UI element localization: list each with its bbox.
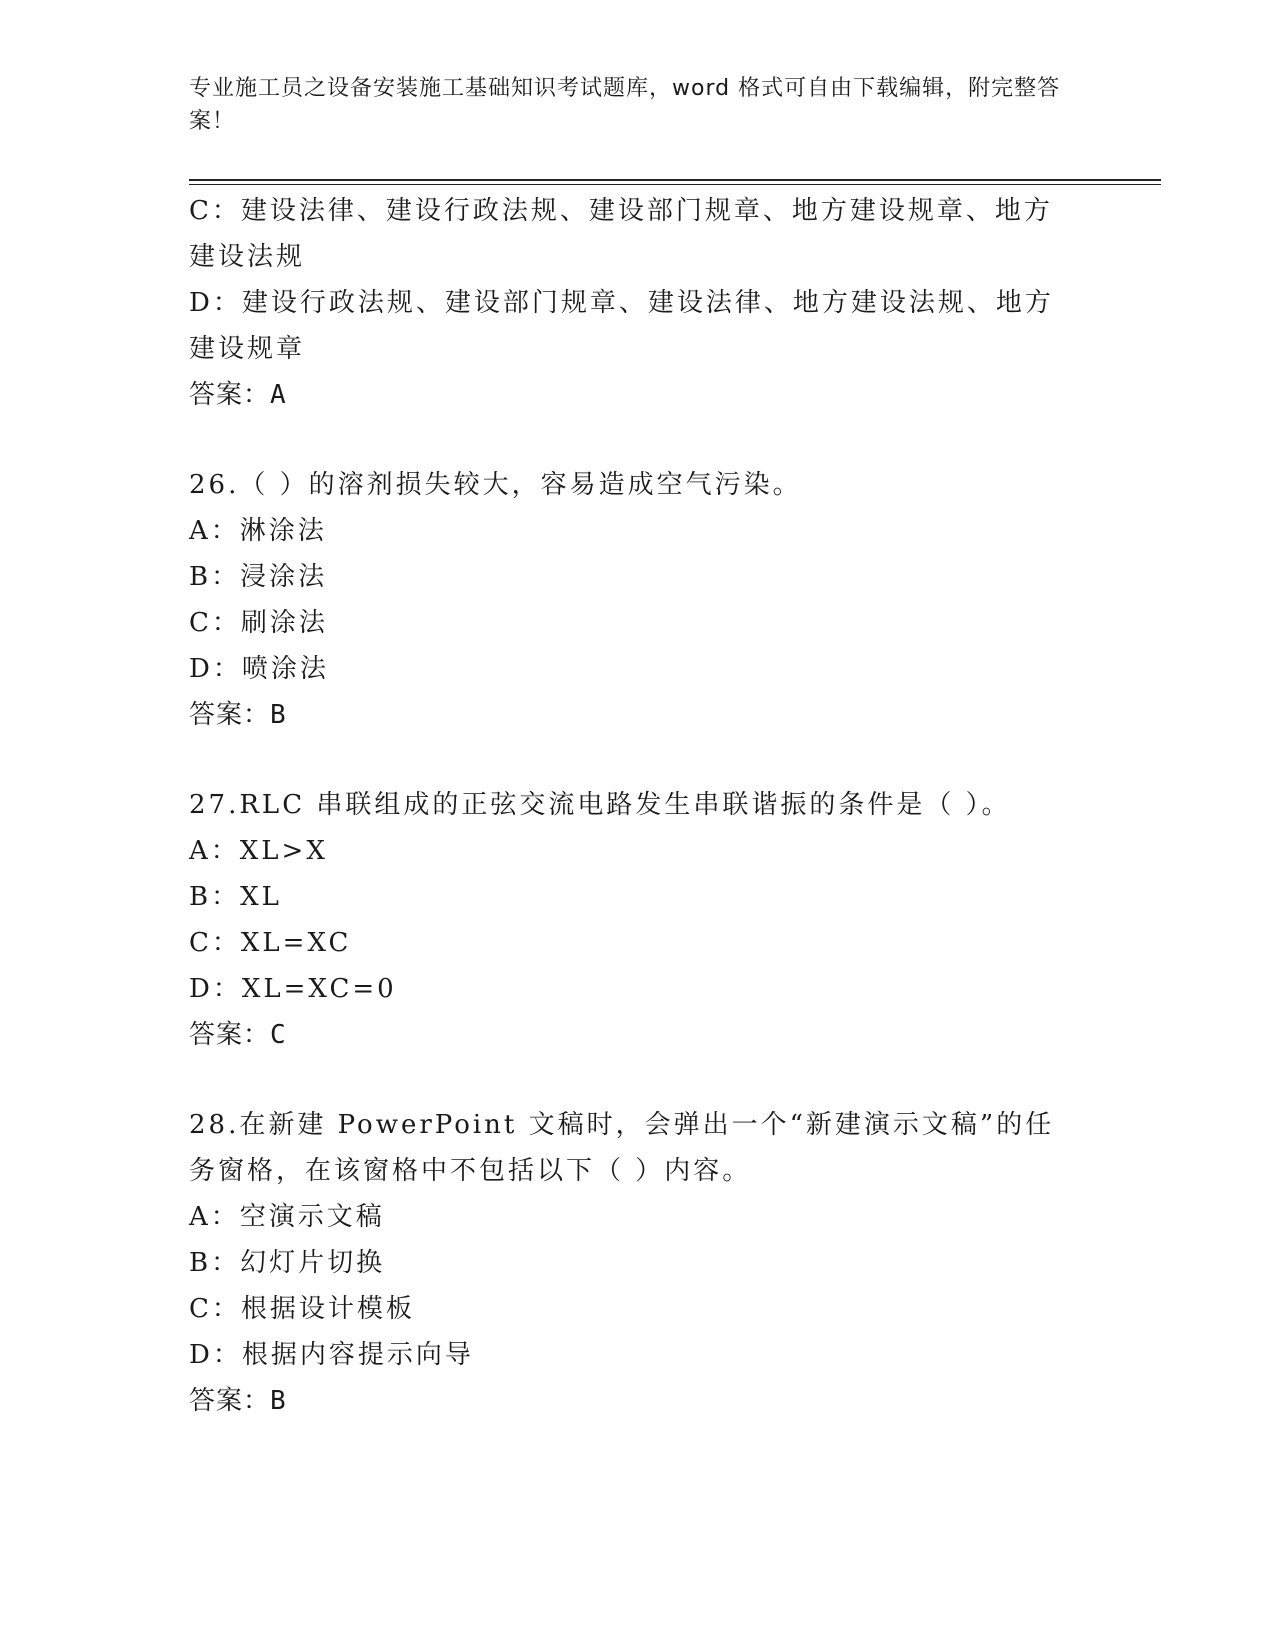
option-b: B：XL <box>189 882 282 912</box>
option-c: C：建设法律、建设行政法规、建设部门规章、地方建设规章、地方建设法规 <box>189 196 1053 272</box>
option-b: B：浸涂法 <box>189 562 328 592</box>
spacer <box>189 1058 1079 1102</box>
header-text: 专业施工员之设备安装施工基础知识考试题库，word 格式可自由下载编辑，附完整答案！ <box>189 76 1061 134</box>
option-d: D：XL=XC=0 <box>189 974 397 1004</box>
document-body <box>189 188 1079 1424</box>
option-a: A：XL>X <box>189 836 328 866</box>
option-c: C：XL=XC <box>189 928 352 958</box>
option-d: D：建设行政法规、建设部门规章、建设法律、地方建设法规、地方建设规章 <box>189 288 1054 364</box>
answer: 答案：B <box>189 700 287 730</box>
option-a: A：空演示文稿 <box>189 1202 385 1232</box>
question-stem: 27.RLC 串联组成的正弦交流电路发生串联谐振的条件是（ ）。 <box>189 790 1011 820</box>
option-b: B：幻灯片切换 <box>189 1248 386 1278</box>
document-header <box>189 72 1069 138</box>
header-rule-thin <box>189 184 1161 185</box>
header-rule-thick <box>189 179 1161 181</box>
option-d: D：根据内容提示向导 <box>189 1340 474 1370</box>
spacer <box>189 738 1079 782</box>
answer: 答案：A <box>189 380 287 410</box>
option-a: A：淋涂法 <box>189 516 327 546</box>
answer: 答案：B <box>189 1386 287 1416</box>
option-d: D：喷涂法 <box>189 654 329 684</box>
question-stem: 28.在新建 PowerPoint 文稿时，会弹出一个“新建演示文稿”的任务窗格，在该窗格中不包括以下（ ）内容。 <box>189 1110 1055 1186</box>
answer: 答案：C <box>189 1020 287 1050</box>
option-c: C：刷涂法 <box>189 608 328 638</box>
option-c: C：根据设计模板 <box>189 1294 415 1324</box>
spacer <box>189 418 1079 462</box>
question-stem: 26.（ ）的溶剂损失较大，容易造成空气污染。 <box>189 470 802 500</box>
